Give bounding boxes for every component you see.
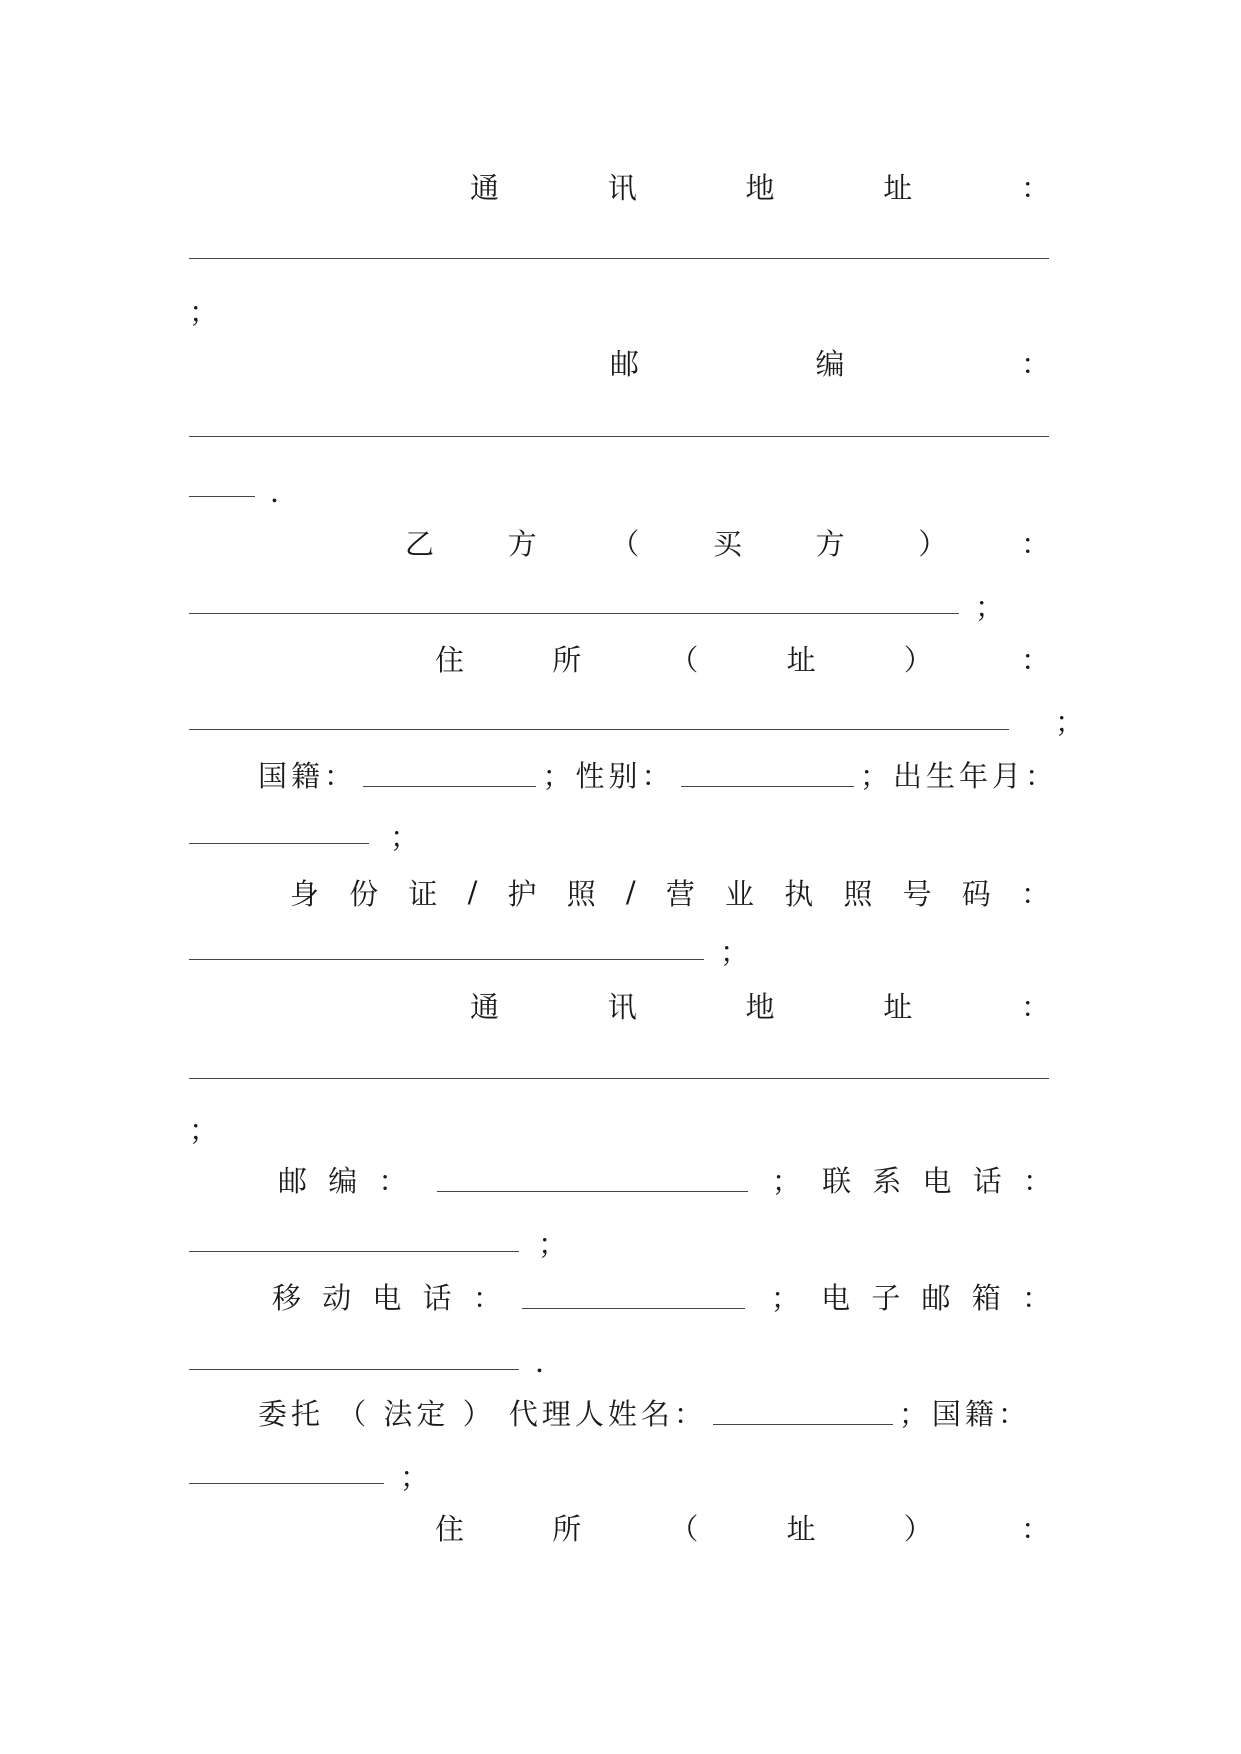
char: 证: [408, 876, 438, 911]
char: 照: [566, 876, 596, 911]
char: ：: [1020, 989, 1050, 1024]
char: ）: [918, 526, 948, 561]
birth-blank[interactable]: [189, 842, 369, 844]
label-mobile: 移 动 电 话 ：: [272, 1280, 508, 1315]
char: 乙: [405, 526, 435, 561]
char: 址: [883, 170, 913, 205]
blank-line[interactable]: [189, 612, 959, 614]
label-postcode: [610, 340, 1050, 384]
blank-line[interactable]: [189, 257, 1049, 259]
postcode-blank[interactable]: [437, 1190, 747, 1192]
semicolon: ；: [400, 1460, 430, 1494]
char: ：: [1020, 876, 1050, 911]
gender-blank[interactable]: [681, 785, 854, 787]
semicolon: ；: [975, 590, 1005, 624]
label-residence: [435, 636, 1050, 680]
char: ：: [1020, 526, 1050, 561]
char: 址: [883, 989, 913, 1024]
char: 住: [435, 1511, 465, 1546]
agent-nationality-blank[interactable]: [189, 1482, 384, 1484]
semicolon: ；: [390, 820, 420, 854]
semicolon: ；: [1055, 705, 1085, 739]
label-mailing-address: [470, 164, 1050, 208]
char: 邮: [610, 346, 640, 381]
label-residence-2: [435, 1505, 1050, 1549]
char: （: [669, 642, 699, 677]
char: 买: [712, 526, 742, 561]
nationality-blank[interactable]: [363, 785, 536, 787]
char: 讯: [607, 170, 637, 205]
blank-line[interactable]: [189, 728, 1009, 730]
label-gender: ；性别：: [542, 758, 675, 793]
char: 所: [552, 642, 582, 677]
label-party-b: [405, 520, 1050, 564]
mobile-blank[interactable]: [522, 1307, 745, 1309]
char: 址: [786, 1511, 816, 1546]
char: ：: [1020, 642, 1050, 677]
period: ．: [535, 1345, 565, 1379]
char: 讯: [607, 989, 637, 1024]
label-agent-nationality: ；国籍：: [898, 1396, 1031, 1431]
char: 身: [290, 876, 320, 911]
period: ．: [270, 475, 300, 509]
char: 业: [725, 876, 755, 911]
label-birth: ；出生年月：: [859, 758, 1058, 793]
label-postcode: 邮 编 ：: [278, 1163, 414, 1198]
char: 住: [435, 642, 465, 677]
char: （: [669, 1511, 699, 1546]
char: 照: [843, 876, 873, 911]
char: 所: [552, 1511, 582, 1546]
blank-line[interactable]: [189, 435, 1049, 437]
char: 号: [902, 876, 932, 911]
char: 方: [507, 526, 537, 561]
blank-line[interactable]: [189, 1077, 1049, 1079]
line-nationality-gender-birth: [258, 752, 1058, 796]
char: 方: [815, 526, 845, 561]
label-mailing-address-2: [470, 983, 1050, 1027]
label-phone: ； 联 系 电 话 ：: [771, 1163, 1058, 1198]
semicolon: ；: [189, 1113, 219, 1147]
char: ：: [1020, 170, 1050, 205]
line-agent: [258, 1390, 1058, 1434]
agent-name-blank[interactable]: [713, 1423, 893, 1425]
semicolon: ；: [538, 1227, 568, 1261]
char: 码: [961, 876, 991, 911]
char: ：: [1020, 1511, 1050, 1546]
char: ：: [1020, 346, 1050, 381]
label-id-number: [290, 870, 1050, 914]
char: 编: [815, 346, 845, 381]
char: ）: [903, 1511, 933, 1546]
line-postcode-phone: [278, 1157, 1058, 1201]
char: 通: [470, 170, 500, 205]
label-nationality: 国籍：: [258, 758, 358, 793]
label-agent-name: 委托 （ 法定 ） 代理人姓名：: [258, 1396, 707, 1431]
line-mobile-email: [272, 1274, 1057, 1318]
char: 营: [665, 876, 695, 911]
blank-line-short[interactable]: [189, 495, 255, 497]
label-email: ； 电 子 邮 箱 ：: [770, 1280, 1057, 1315]
char: 份: [349, 876, 379, 911]
char: /: [625, 875, 636, 909]
char: 护: [507, 876, 537, 911]
char: 址: [786, 642, 816, 677]
email-blank[interactable]: [189, 1368, 519, 1370]
char: 地: [745, 989, 775, 1024]
char: 地: [745, 170, 775, 205]
char: 执: [784, 876, 814, 911]
semicolon: ；: [720, 935, 750, 969]
phone-blank[interactable]: [189, 1250, 519, 1252]
char: （: [610, 526, 640, 561]
id-number-blank[interactable]: [189, 958, 704, 960]
semicolon: ；: [189, 295, 219, 329]
char: /: [467, 875, 478, 909]
char: 通: [470, 989, 500, 1024]
char: ）: [903, 642, 933, 677]
